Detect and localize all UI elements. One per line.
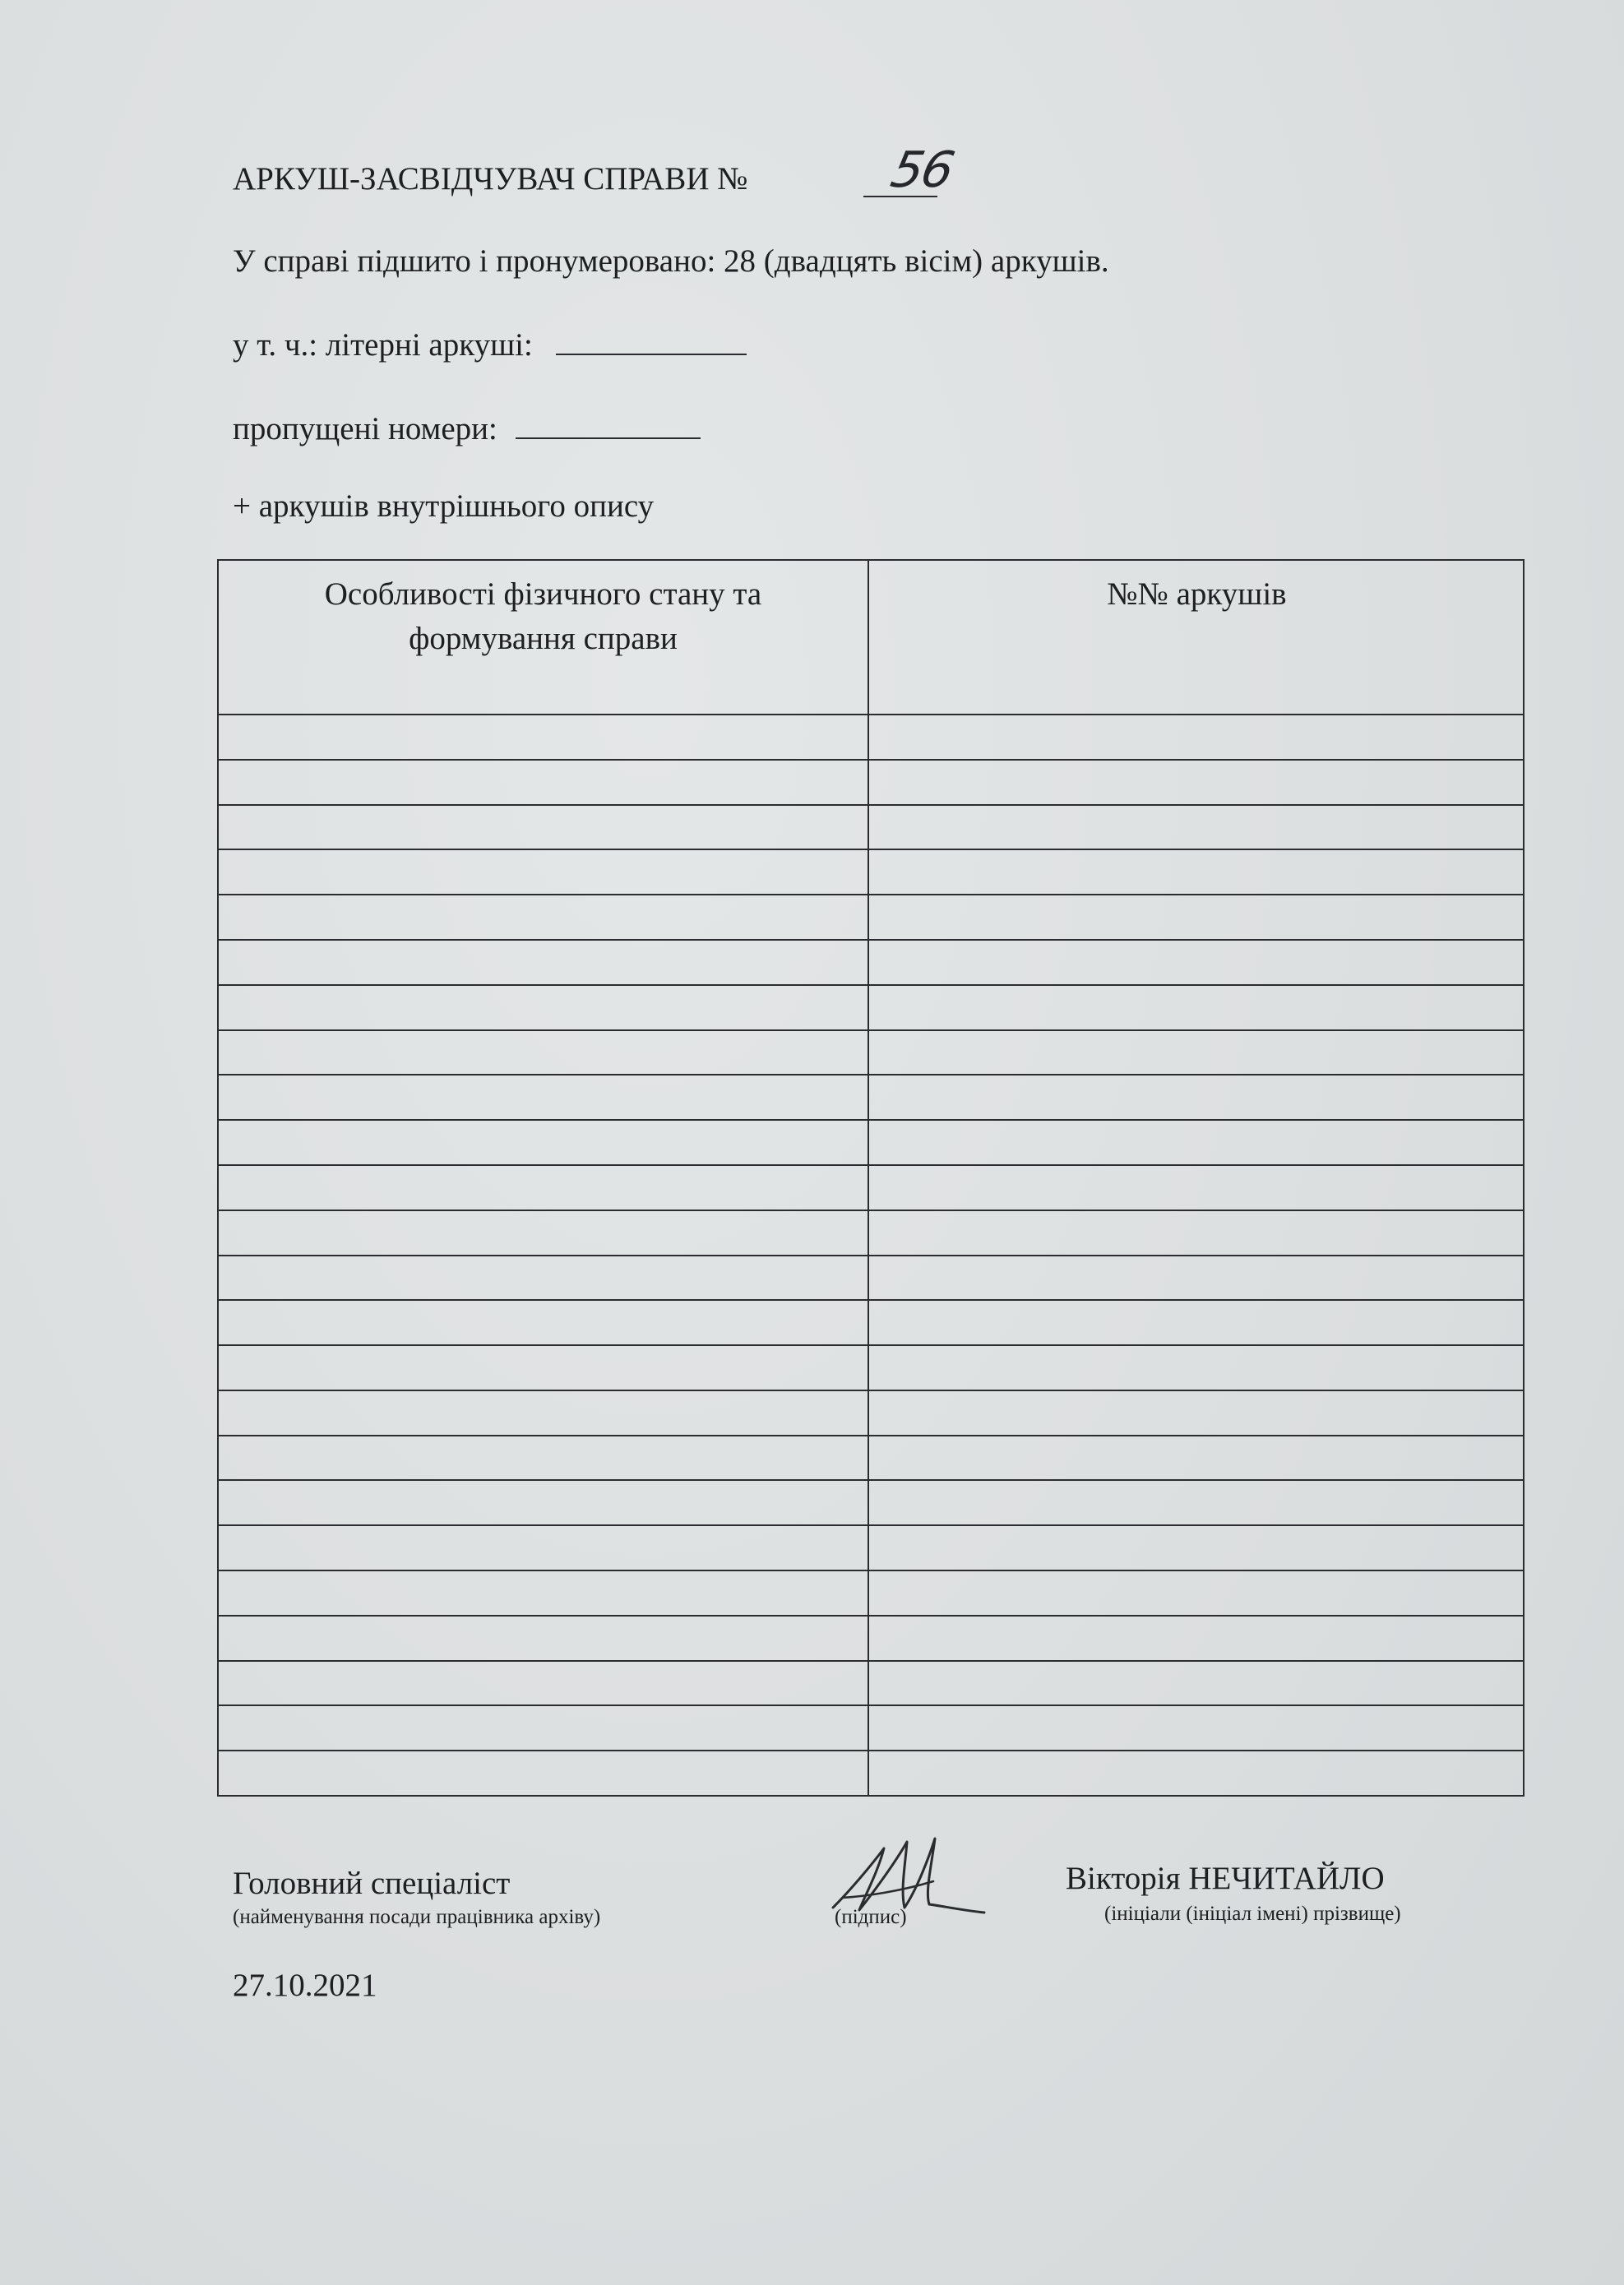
table-row-line <box>219 1750 1523 1751</box>
table-header-features-line2: формування справи <box>409 621 678 656</box>
table-row-line <box>219 714 1523 715</box>
table-row-line <box>219 894 1523 895</box>
table-row-line <box>219 939 1523 941</box>
name-caption: (ініціали (ініціал імені) прізвище) <box>1104 1903 1401 1925</box>
table-row-line <box>219 1210 1523 1211</box>
table-row-line <box>219 1074 1523 1075</box>
table-row-line <box>219 1390 1523 1391</box>
missing-numbers-blank <box>516 413 701 439</box>
table-row-line <box>219 759 1523 761</box>
table-header-features <box>219 572 868 661</box>
table-row-line <box>219 1615 1523 1617</box>
table-row-line <box>219 1029 1523 1031</box>
table-row-line <box>219 1299 1523 1301</box>
letter-sheets-label: у т. ч.: літерні аркуші: <box>233 327 533 363</box>
case-number: 56 <box>886 141 958 199</box>
document-date: 27.10.2021 <box>233 1968 377 2003</box>
table-header-features-line1: Особливості фізичного стану та <box>324 576 762 612</box>
signature-caption: (підпис) <box>835 1906 907 1928</box>
position-caption: (найменування посади працівника архіву) <box>233 1906 601 1928</box>
document-title <box>233 163 747 195</box>
table-header-sheet-numbers: №№ аркушів <box>1107 576 1287 612</box>
table-row-line <box>219 1660 1523 1662</box>
signatory-name: Вікторія НЕЧИТАЙЛО <box>1066 1861 1385 1896</box>
table-row-line <box>219 849 1523 850</box>
missing-numbers-line <box>233 413 701 445</box>
table-column-divider <box>868 561 869 1795</box>
internal-inventory-line: + аркушів внутрішнього опису <box>233 488 655 524</box>
table-row-line <box>219 1704 1523 1706</box>
position-title: Головний спеціаліст <box>233 1866 511 1901</box>
sewn-sheets-line: У справі підшито і пронумеровано: 28 (двадцять вісім) аркушів. <box>233 243 1109 279</box>
table-row-line <box>219 1119 1523 1121</box>
title-prefix: АРКУШ-ЗАСВІДЧУВАЧ СПРАВИ № <box>233 161 748 197</box>
table-row-line <box>219 1435 1523 1436</box>
case-number-underline <box>863 196 937 197</box>
missing-numbers-label: пропущені номери: <box>233 411 497 446</box>
table-row-line <box>219 1164 1523 1166</box>
letter-sheets-blank <box>556 329 747 355</box>
letter-sheets-line <box>233 329 747 361</box>
table-row-line <box>219 1570 1523 1571</box>
table-row-line <box>219 984 1523 986</box>
physical-state-table <box>217 559 1525 1797</box>
table-row-line <box>219 804 1523 806</box>
table-row-line <box>219 1524 1523 1526</box>
table-row-line <box>219 1344 1523 1346</box>
table-row-line <box>219 1255 1523 1256</box>
table-row-line <box>219 1479 1523 1481</box>
